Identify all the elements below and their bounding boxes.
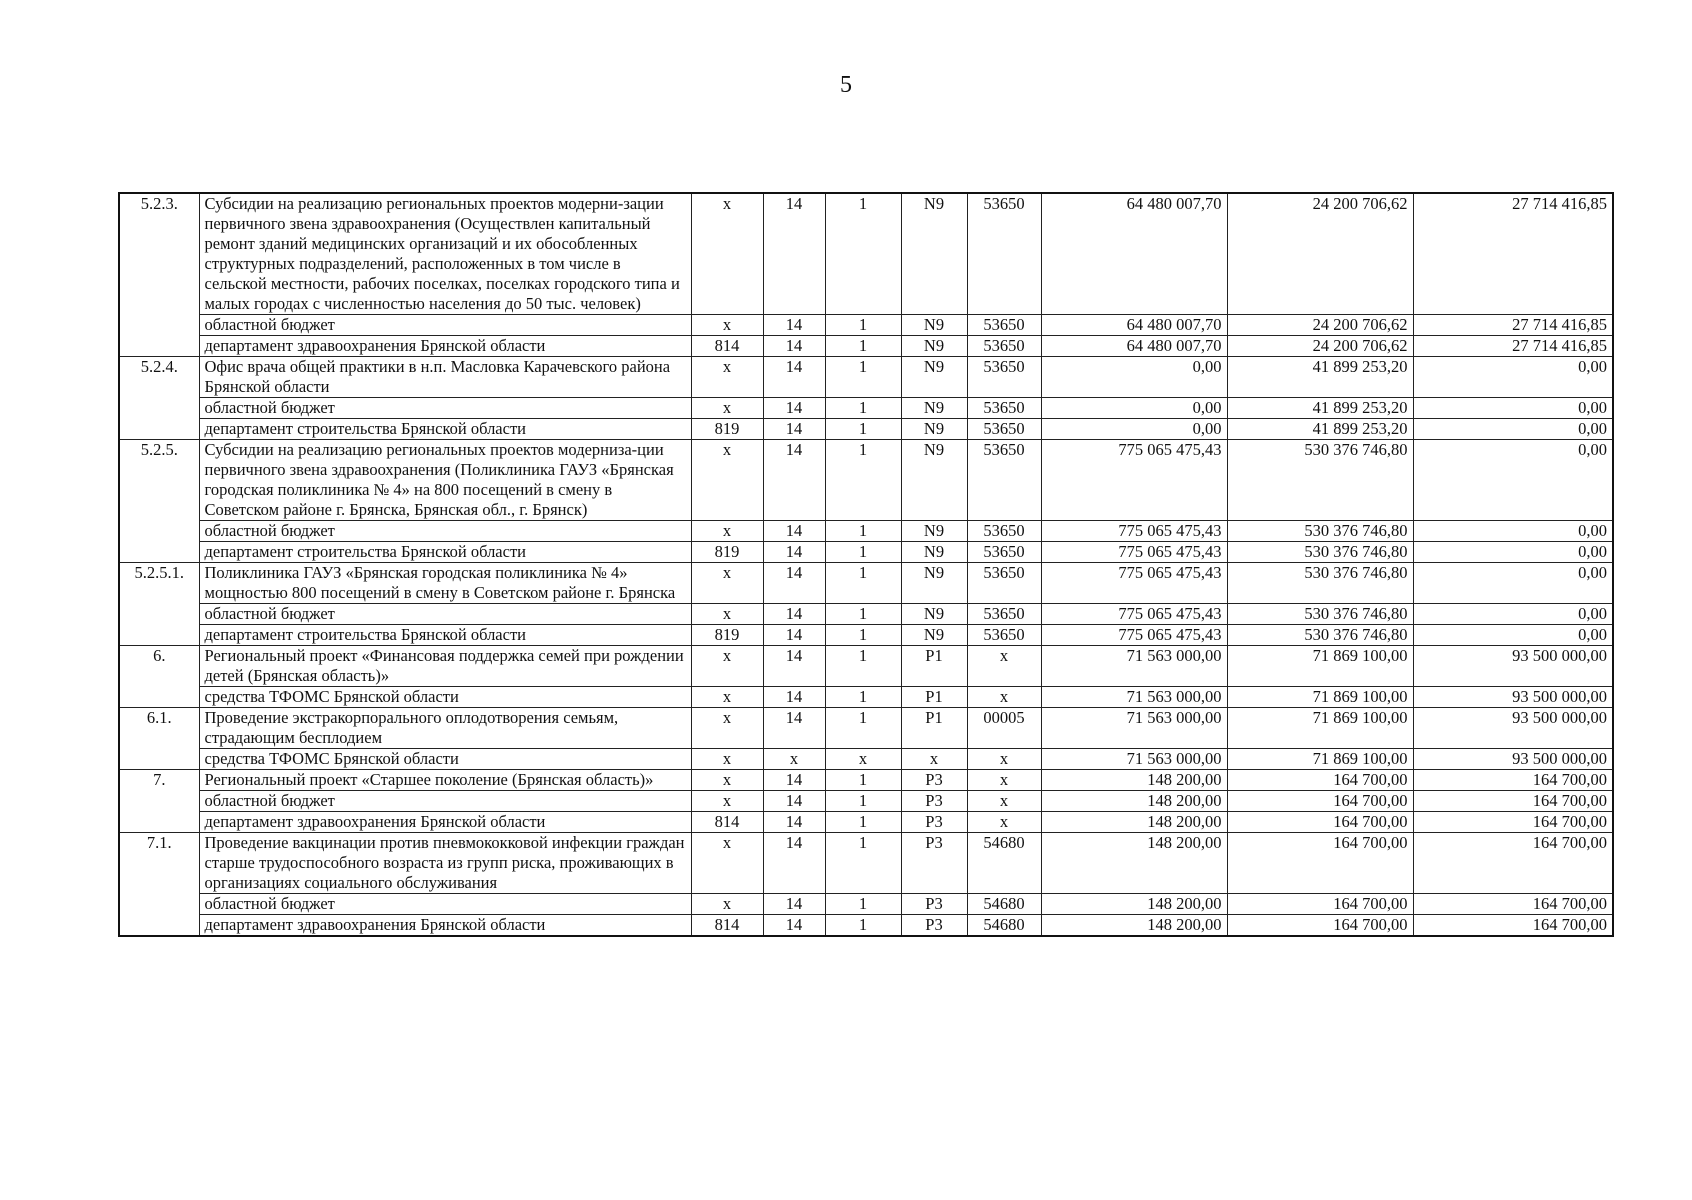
amount-year-1: 775 065 475,43 (1041, 542, 1227, 563)
item-number: 5.2.3. (119, 193, 199, 357)
code-grbs: х (691, 646, 763, 687)
code-direction: х (967, 770, 1041, 791)
table-row (119, 915, 1613, 937)
code-project: P3 (901, 791, 967, 812)
item-number: 5.2.4. (119, 357, 199, 440)
row-description: департамент здравоохранения Брянской области (199, 915, 691, 937)
amount-year-2: 24 200 706,62 (1227, 315, 1413, 336)
table-row (119, 687, 1613, 708)
code-direction: 54680 (967, 915, 1041, 937)
amount-year-3: 164 700,00 (1413, 791, 1613, 812)
row-description: Офис врача общей практики в н.п. Масловка Карачевского района Брянской области (199, 357, 691, 398)
item-number: 7.1. (119, 833, 199, 937)
row-description: областной бюджет (199, 894, 691, 915)
code-program: 1 (825, 915, 901, 937)
item-number: 6. (119, 646, 199, 708)
code-project: P3 (901, 833, 967, 894)
item-number: 7. (119, 770, 199, 833)
page-number: 5 (840, 72, 852, 98)
table-row (119, 398, 1613, 419)
code-program: 1 (825, 193, 901, 315)
code-grbs: х (691, 315, 763, 336)
code-program: 1 (825, 833, 901, 894)
code-project: N9 (901, 193, 967, 315)
code-direction: х (967, 791, 1041, 812)
code-project: P1 (901, 646, 967, 687)
code-direction: 53650 (967, 604, 1041, 625)
code-program: 1 (825, 646, 901, 687)
table-row (119, 749, 1613, 770)
amount-year-2: 24 200 706,62 (1227, 336, 1413, 357)
table-row (119, 521, 1613, 542)
code-program: 1 (825, 542, 901, 563)
amount-year-1: 71 563 000,00 (1041, 749, 1227, 770)
code-project: N9 (901, 357, 967, 398)
amount-year-2: 71 869 100,00 (1227, 646, 1413, 687)
code-project: P1 (901, 708, 967, 749)
amount-year-1: 64 480 007,70 (1041, 315, 1227, 336)
amount-year-2: 71 869 100,00 (1227, 708, 1413, 749)
amount-year-1: 0,00 (1041, 357, 1227, 398)
code-grbs: х (691, 894, 763, 915)
amount-year-1: 148 200,00 (1041, 833, 1227, 894)
amount-year-2: 41 899 253,20 (1227, 357, 1413, 398)
code-project: N9 (901, 440, 967, 521)
table-row (119, 812, 1613, 833)
item-number: 5.2.5. (119, 440, 199, 563)
code-section: 14 (763, 563, 825, 604)
code-direction: 53650 (967, 563, 1041, 604)
code-direction: 53650 (967, 625, 1041, 646)
row-description: Региональный проект «Финансовая поддержка семей при рождении детей (Брянская область)» (199, 646, 691, 687)
amount-year-3: 0,00 (1413, 625, 1613, 646)
table-row (119, 563, 1613, 604)
amount-year-1: 64 480 007,70 (1041, 336, 1227, 357)
code-direction: 54680 (967, 894, 1041, 915)
table-row (119, 419, 1613, 440)
amount-year-1: 148 200,00 (1041, 894, 1227, 915)
amount-year-2: 530 376 746,80 (1227, 563, 1413, 604)
code-project: N9 (901, 398, 967, 419)
code-grbs: х (691, 357, 763, 398)
code-grbs: 819 (691, 625, 763, 646)
row-description: областной бюджет (199, 315, 691, 336)
amount-year-3: 0,00 (1413, 604, 1613, 625)
table-row (119, 791, 1613, 812)
amount-year-2: 41 899 253,20 (1227, 398, 1413, 419)
code-direction: 54680 (967, 833, 1041, 894)
code-direction: х (967, 812, 1041, 833)
code-program: 1 (825, 315, 901, 336)
code-section: 14 (763, 625, 825, 646)
amount-year-3: 164 700,00 (1413, 770, 1613, 791)
code-section: 14 (763, 708, 825, 749)
code-project: N9 (901, 542, 967, 563)
code-grbs: х (691, 687, 763, 708)
amount-year-3: 0,00 (1413, 521, 1613, 542)
code-program: 1 (825, 336, 901, 357)
code-grbs: х (691, 521, 763, 542)
amount-year-2: 164 700,00 (1227, 833, 1413, 894)
row-description: средства ТФОМС Брянской области (199, 749, 691, 770)
code-section: 14 (763, 646, 825, 687)
row-description: департамент строительства Брянской области (199, 542, 691, 563)
code-program: 1 (825, 604, 901, 625)
code-program: 1 (825, 419, 901, 440)
amount-year-2: 530 376 746,80 (1227, 521, 1413, 542)
amount-year-3: 0,00 (1413, 419, 1613, 440)
code-section: 14 (763, 315, 825, 336)
code-direction: 53650 (967, 542, 1041, 563)
amount-year-2: 530 376 746,80 (1227, 542, 1413, 563)
table-row (119, 646, 1613, 687)
amount-year-1: 775 065 475,43 (1041, 625, 1227, 646)
amount-year-2: 24 200 706,62 (1227, 193, 1413, 315)
code-direction: 53650 (967, 521, 1041, 542)
code-grbs: 819 (691, 542, 763, 563)
row-description: Региональный проект «Старшее поколение (Брянская область)» (199, 770, 691, 791)
code-program: 1 (825, 398, 901, 419)
code-grbs: х (691, 708, 763, 749)
code-program: 1 (825, 357, 901, 398)
code-program: х (825, 749, 901, 770)
code-direction: 53650 (967, 336, 1041, 357)
code-project: P3 (901, 915, 967, 937)
code-section: 14 (763, 440, 825, 521)
code-program: 1 (825, 563, 901, 604)
code-direction: х (967, 749, 1041, 770)
amount-year-1: 148 200,00 (1041, 915, 1227, 937)
amount-year-3: 164 700,00 (1413, 894, 1613, 915)
code-program: 1 (825, 708, 901, 749)
code-program: 1 (825, 625, 901, 646)
amount-year-3: 0,00 (1413, 563, 1613, 604)
table-row (119, 440, 1613, 521)
code-grbs: 814 (691, 812, 763, 833)
code-grbs: 814 (691, 336, 763, 357)
amount-year-2: 71 869 100,00 (1227, 687, 1413, 708)
item-number: 6.1. (119, 708, 199, 770)
budget-table (118, 192, 1614, 937)
code-section: 14 (763, 833, 825, 894)
code-section: 14 (763, 336, 825, 357)
code-project: N9 (901, 521, 967, 542)
amount-year-2: 164 700,00 (1227, 791, 1413, 812)
code-section: 14 (763, 770, 825, 791)
amount-year-1: 71 563 000,00 (1041, 687, 1227, 708)
code-project: P3 (901, 894, 967, 915)
amount-year-1: 64 480 007,70 (1041, 193, 1227, 315)
amount-year-1: 148 200,00 (1041, 812, 1227, 833)
row-description: Субсидии на реализацию региональных проектов модерниза-ции первичного звена здравоохранения (Поликлиника ГАУЗ «Брянская городская поликлиника № 4» на 800 посещений в смену в Советском районе г. Брянска, Брянская обл., г. Брянск) (199, 440, 691, 521)
code-grbs: х (691, 791, 763, 812)
amount-year-1: 148 200,00 (1041, 770, 1227, 791)
code-section: 14 (763, 791, 825, 812)
amount-year-1: 71 563 000,00 (1041, 646, 1227, 687)
amount-year-2: 530 376 746,80 (1227, 440, 1413, 521)
table-row (119, 357, 1613, 398)
amount-year-1: 775 065 475,43 (1041, 440, 1227, 521)
table-row (119, 193, 1613, 315)
amount-year-3: 0,00 (1413, 398, 1613, 419)
row-description: департамент здравоохранения Брянской области (199, 336, 691, 357)
amount-year-3: 164 700,00 (1413, 812, 1613, 833)
code-grbs: 819 (691, 419, 763, 440)
table-row (119, 604, 1613, 625)
code-section: 14 (763, 419, 825, 440)
code-section: 14 (763, 193, 825, 315)
amount-year-3: 0,00 (1413, 440, 1613, 521)
amount-year-3: 93 500 000,00 (1413, 708, 1613, 749)
amount-year-3: 0,00 (1413, 357, 1613, 398)
item-number: 5.2.5.1. (119, 563, 199, 646)
code-program: 1 (825, 812, 901, 833)
amount-year-1: 148 200,00 (1041, 791, 1227, 812)
amount-year-2: 164 700,00 (1227, 770, 1413, 791)
code-project: N9 (901, 336, 967, 357)
amount-year-2: 164 700,00 (1227, 812, 1413, 833)
amount-year-3: 0,00 (1413, 542, 1613, 563)
code-section: 14 (763, 521, 825, 542)
row-description: департамент здравоохранения Брянской области (199, 812, 691, 833)
code-section: 14 (763, 915, 825, 937)
amount-year-2: 530 376 746,80 (1227, 625, 1413, 646)
code-grbs: х (691, 440, 763, 521)
row-description: департамент строительства Брянской области (199, 625, 691, 646)
row-description: областной бюджет (199, 398, 691, 419)
code-project: х (901, 749, 967, 770)
code-grbs: х (691, 398, 763, 419)
amount-year-3: 93 500 000,00 (1413, 646, 1613, 687)
row-description: Субсидии на реализацию региональных проектов модерни-зации первичного звена здравоохранения (Осуществлен капитальный ремонт зданий медицинских организаций и их обособленных структурных подразделений, расположенных в том числе в сельской местности, рабочих поселках, поселках городского типа и малых городах с численностью населения до 50 тыс. человек) (199, 193, 691, 315)
code-direction: 53650 (967, 315, 1041, 336)
amount-year-3: 93 500 000,00 (1413, 749, 1613, 770)
code-grbs: х (691, 749, 763, 770)
code-project: P3 (901, 770, 967, 791)
code-program: 1 (825, 791, 901, 812)
amount-year-3: 27 714 416,85 (1413, 315, 1613, 336)
code-project: N9 (901, 315, 967, 336)
code-section: 14 (763, 812, 825, 833)
amount-year-1: 775 065 475,43 (1041, 604, 1227, 625)
amount-year-1: 775 065 475,43 (1041, 521, 1227, 542)
code-program: 1 (825, 687, 901, 708)
table-row (119, 833, 1613, 894)
table-row (119, 336, 1613, 357)
table-row (119, 542, 1613, 563)
amount-year-2: 164 700,00 (1227, 915, 1413, 937)
code-direction: 53650 (967, 440, 1041, 521)
code-project: N9 (901, 419, 967, 440)
code-direction: 53650 (967, 398, 1041, 419)
code-section: 14 (763, 542, 825, 563)
amount-year-3: 93 500 000,00 (1413, 687, 1613, 708)
code-project: N9 (901, 625, 967, 646)
row-description: Проведение экстракорпорального оплодотворения семьям, страдающим бесплодием (199, 708, 691, 749)
code-project: P3 (901, 812, 967, 833)
table-row (119, 315, 1613, 336)
code-section: 14 (763, 357, 825, 398)
amount-year-1: 0,00 (1041, 398, 1227, 419)
code-grbs: х (691, 604, 763, 625)
code-program: 1 (825, 521, 901, 542)
code-direction: 53650 (967, 419, 1041, 440)
amount-year-1: 775 065 475,43 (1041, 563, 1227, 604)
amount-year-2: 530 376 746,80 (1227, 604, 1413, 625)
code-direction: х (967, 687, 1041, 708)
code-project: N9 (901, 563, 967, 604)
code-program: 1 (825, 770, 901, 791)
table-row (119, 770, 1613, 791)
row-description: средства ТФОМС Брянской области (199, 687, 691, 708)
code-grbs: х (691, 563, 763, 604)
amount-year-3: 27 714 416,85 (1413, 336, 1613, 357)
code-grbs: х (691, 770, 763, 791)
amount-year-3: 27 714 416,85 (1413, 193, 1613, 315)
row-description: областной бюджет (199, 604, 691, 625)
amount-year-3: 164 700,00 (1413, 915, 1613, 937)
code-section: 14 (763, 687, 825, 708)
code-section: х (763, 749, 825, 770)
amount-year-1: 0,00 (1041, 419, 1227, 440)
code-section: 14 (763, 604, 825, 625)
amount-year-2: 41 899 253,20 (1227, 419, 1413, 440)
code-grbs: х (691, 833, 763, 894)
table-row (119, 894, 1613, 915)
row-description: Проведение вакцинации против пневмококковой инфекции граждан старше трудоспособного возраста из групп риска, проживающих в организациях социального обслуживания (199, 833, 691, 894)
code-project: N9 (901, 604, 967, 625)
row-description: областной бюджет (199, 521, 691, 542)
code-section: 14 (763, 398, 825, 419)
row-description: областной бюджет (199, 791, 691, 812)
code-direction: х (967, 646, 1041, 687)
amount-year-2: 71 869 100,00 (1227, 749, 1413, 770)
code-section: 14 (763, 894, 825, 915)
table-row (119, 625, 1613, 646)
amount-year-1: 71 563 000,00 (1041, 708, 1227, 749)
code-direction: 53650 (967, 193, 1041, 315)
code-grbs: х (691, 193, 763, 315)
code-program: 1 (825, 440, 901, 521)
table-row (119, 708, 1613, 749)
amount-year-2: 164 700,00 (1227, 894, 1413, 915)
row-description: департамент строительства Брянской области (199, 419, 691, 440)
code-direction: 53650 (967, 357, 1041, 398)
row-description: Поликлиника ГАУЗ «Брянская городская поликлиника № 4» мощностью 800 посещений в смену в Советском районе г. Брянска (199, 563, 691, 604)
code-program: 1 (825, 894, 901, 915)
code-grbs: 814 (691, 915, 763, 937)
code-project: P1 (901, 687, 967, 708)
amount-year-3: 164 700,00 (1413, 833, 1613, 894)
code-direction: 00005 (967, 708, 1041, 749)
